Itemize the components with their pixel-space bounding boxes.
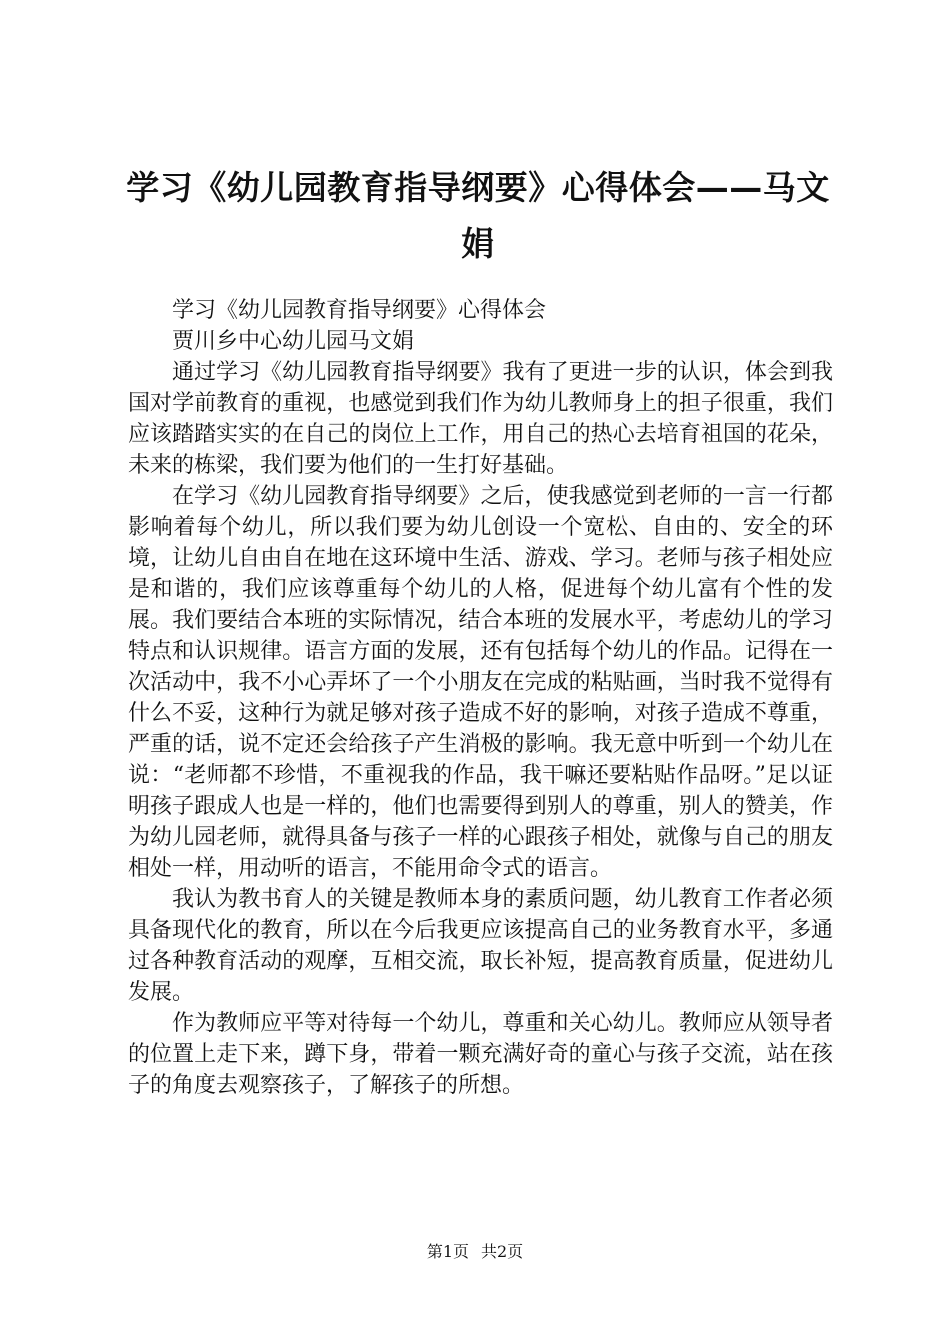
document-title: 学习《幼儿园教育指导纲要》心得体会——马文娟 [126,168,830,263]
paragraph: 作为教师应平等对待每一个幼儿，尊重和关心幼儿。教师应从领导者的位置上走下来，蹲下身，带着一颗充满好奇的童心与孩子交流，站在孩子的角度去观察孩子，了解孩子的所想。 [128,1011,833,1098]
paragraph: 我认为教书育人的关键是教师本身的素质问题，幼儿教育工作者必须具备现代化的教育，所以在今后我更应该提高自己的业务教育水平，多通过各种教育活动的观摩，互相交流，取长补短，提高教育质量，促进幼儿发展。 [128,887,833,1005]
paragraph: 通过学习《幼儿园教育指导纲要》我有了更进一步的认识，体会到我国对学前教育的重视，也感觉到我们作为幼儿教师身上的担子很重，我们应该踏踏实实的在自己的岗位上工作，用自己的热心去培育祖国的花朵，未来的栋梁，我们要为他们的一生打好基础。 [128,360,833,478]
page-footer [0,1242,950,1262]
subtitle-line: 学习《幼儿园教育指导纲要》心得体会 [172,298,547,323]
page-total: 共2页 [481,1242,524,1261]
paragraph: 在学习《幼儿园教育指导纲要》之后，使我感觉到老师的一言一行都影响着每个幼儿，所以我们要为幼儿创设一个宽松、自由的、安全的环境，让幼儿自由自在地在这环境中生活、游戏、学习。老师与孩子相处应是和谐的，我们应该尊重每个幼儿的人格，促进每个幼儿富有个性的发展。我们要结合本班的实际情况，结合本班的发展水平，考虑幼儿的学习特点和认识规律。语言方面的发展，还有包括每个幼儿的作品。记得在一次活动中，我不小心弄坏了一个小朋友在完成的粘贴画，当时我不觉得有什么不妥，这种行为就足够对孩子造成不好的影响，对孩子造成不尊重，严重的话，说不定还会给孩子产生消极的影响。我无意中听到一个幼儿在说：“老师都不珍惜，不重视我的作品，我干嘛还要粘贴作品呀。”足以证明孩子跟成人也是一样的，他们也需要得到别人的尊重，别人的赞美，作为幼儿园老师，就得具备与孩子一样的心跟孩子相处，就像与自己的朋友相处一样，用动听的语言，不能用命令式的语言。 [128,484,833,881]
author-line: 贾川乡中心幼儿园马文娟 [172,329,415,354]
page-number: 第1页 [426,1242,469,1261]
document-body [128,295,833,1101]
